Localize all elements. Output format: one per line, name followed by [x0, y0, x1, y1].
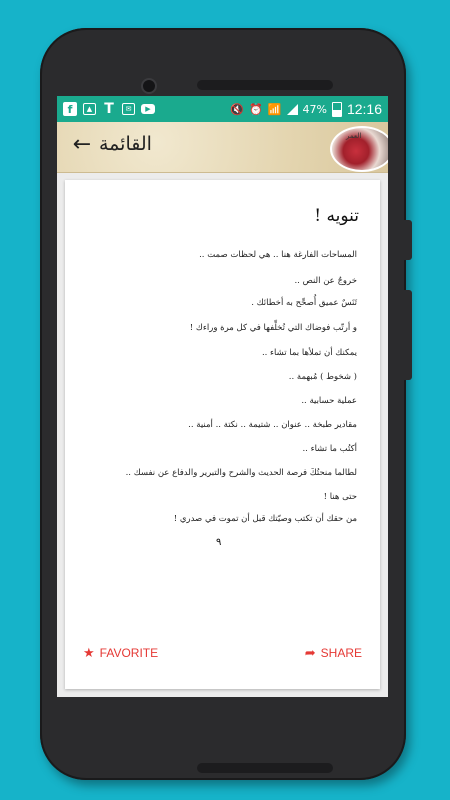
- earpiece-speaker: [197, 80, 333, 90]
- arrow-left-icon[interactable]: ←: [72, 132, 92, 157]
- page-line: يمكنك أن تملأها بما تشاء ..: [261, 348, 357, 358]
- battery-percent: 47%: [302, 102, 327, 116]
- page-line: من حقك أن تكتب وصيّتك قبل أن تموت في صدري !: [173, 514, 357, 524]
- mail-icon: ✉: [122, 103, 135, 115]
- clock: 12:16: [346, 101, 382, 117]
- share-button[interactable]: [305, 645, 362, 661]
- alarm-icon: ⏰: [249, 102, 263, 116]
- app-logo: [330, 126, 388, 172]
- youtube-icon: ▶: [141, 104, 155, 114]
- card-actions: [65, 619, 380, 689]
- page-line: حتى هنا !: [323, 492, 357, 502]
- page-line: و أرتّب فوضاك التي تُخلِّفها في كل مرة وراءك !: [189, 323, 357, 333]
- page-line: عملية حسابية ..: [301, 396, 357, 406]
- page-line: المساحات الفارغة هنا .. هي لحظات صمت ..: [199, 250, 357, 260]
- favorite-button[interactable]: [83, 645, 158, 661]
- app-bar: [57, 122, 388, 173]
- share-label: SHARE: [320, 646, 362, 660]
- gallery-icon: ▲: [83, 103, 96, 115]
- page-line: خروجٌ عن النص ..: [294, 276, 357, 286]
- page-title: تنويه !: [314, 206, 359, 226]
- mute-icon: 🔇: [230, 102, 245, 116]
- signal-icon: [287, 104, 298, 115]
- t-mobile-icon: T: [104, 101, 114, 117]
- book-page-card: [65, 180, 380, 689]
- facebook-icon: f: [63, 102, 77, 116]
- page-line: تَنَسٌ عميق أُصحِّح به أخطائك .: [251, 298, 357, 308]
- bottom-speaker: [197, 763, 333, 773]
- share-icon: ➦: [304, 645, 316, 660]
- power-button: [404, 290, 412, 380]
- wifi-icon: 📶: [267, 102, 282, 116]
- page-line: لطالما منحتُكَ فرصة الحديث والشرح والتبرير والدفاع عن نفسك ..: [125, 468, 357, 478]
- page-line: مقادير طبخة .. عنوان .. شتيمة .. نكتة .. أمنية ..: [188, 420, 357, 430]
- book-page[interactable]: [69, 180, 377, 620]
- favorite-label: FAVORITE: [99, 646, 159, 660]
- page-number: ٩: [216, 537, 222, 548]
- app-bar-title: القائمة: [99, 133, 152, 155]
- front-camera: [141, 78, 157, 94]
- phone-screen: [57, 96, 388, 697]
- page-line: ( شخوط ) مُبهمة ..: [288, 372, 357, 382]
- page-line: أكتُب ما تشاء ..: [302, 444, 357, 454]
- battery-icon: [332, 102, 342, 117]
- star-icon: ★: [83, 645, 95, 660]
- volume-button: [404, 220, 412, 260]
- status-bar: [57, 96, 388, 122]
- logo-text: العمر: [346, 132, 362, 140]
